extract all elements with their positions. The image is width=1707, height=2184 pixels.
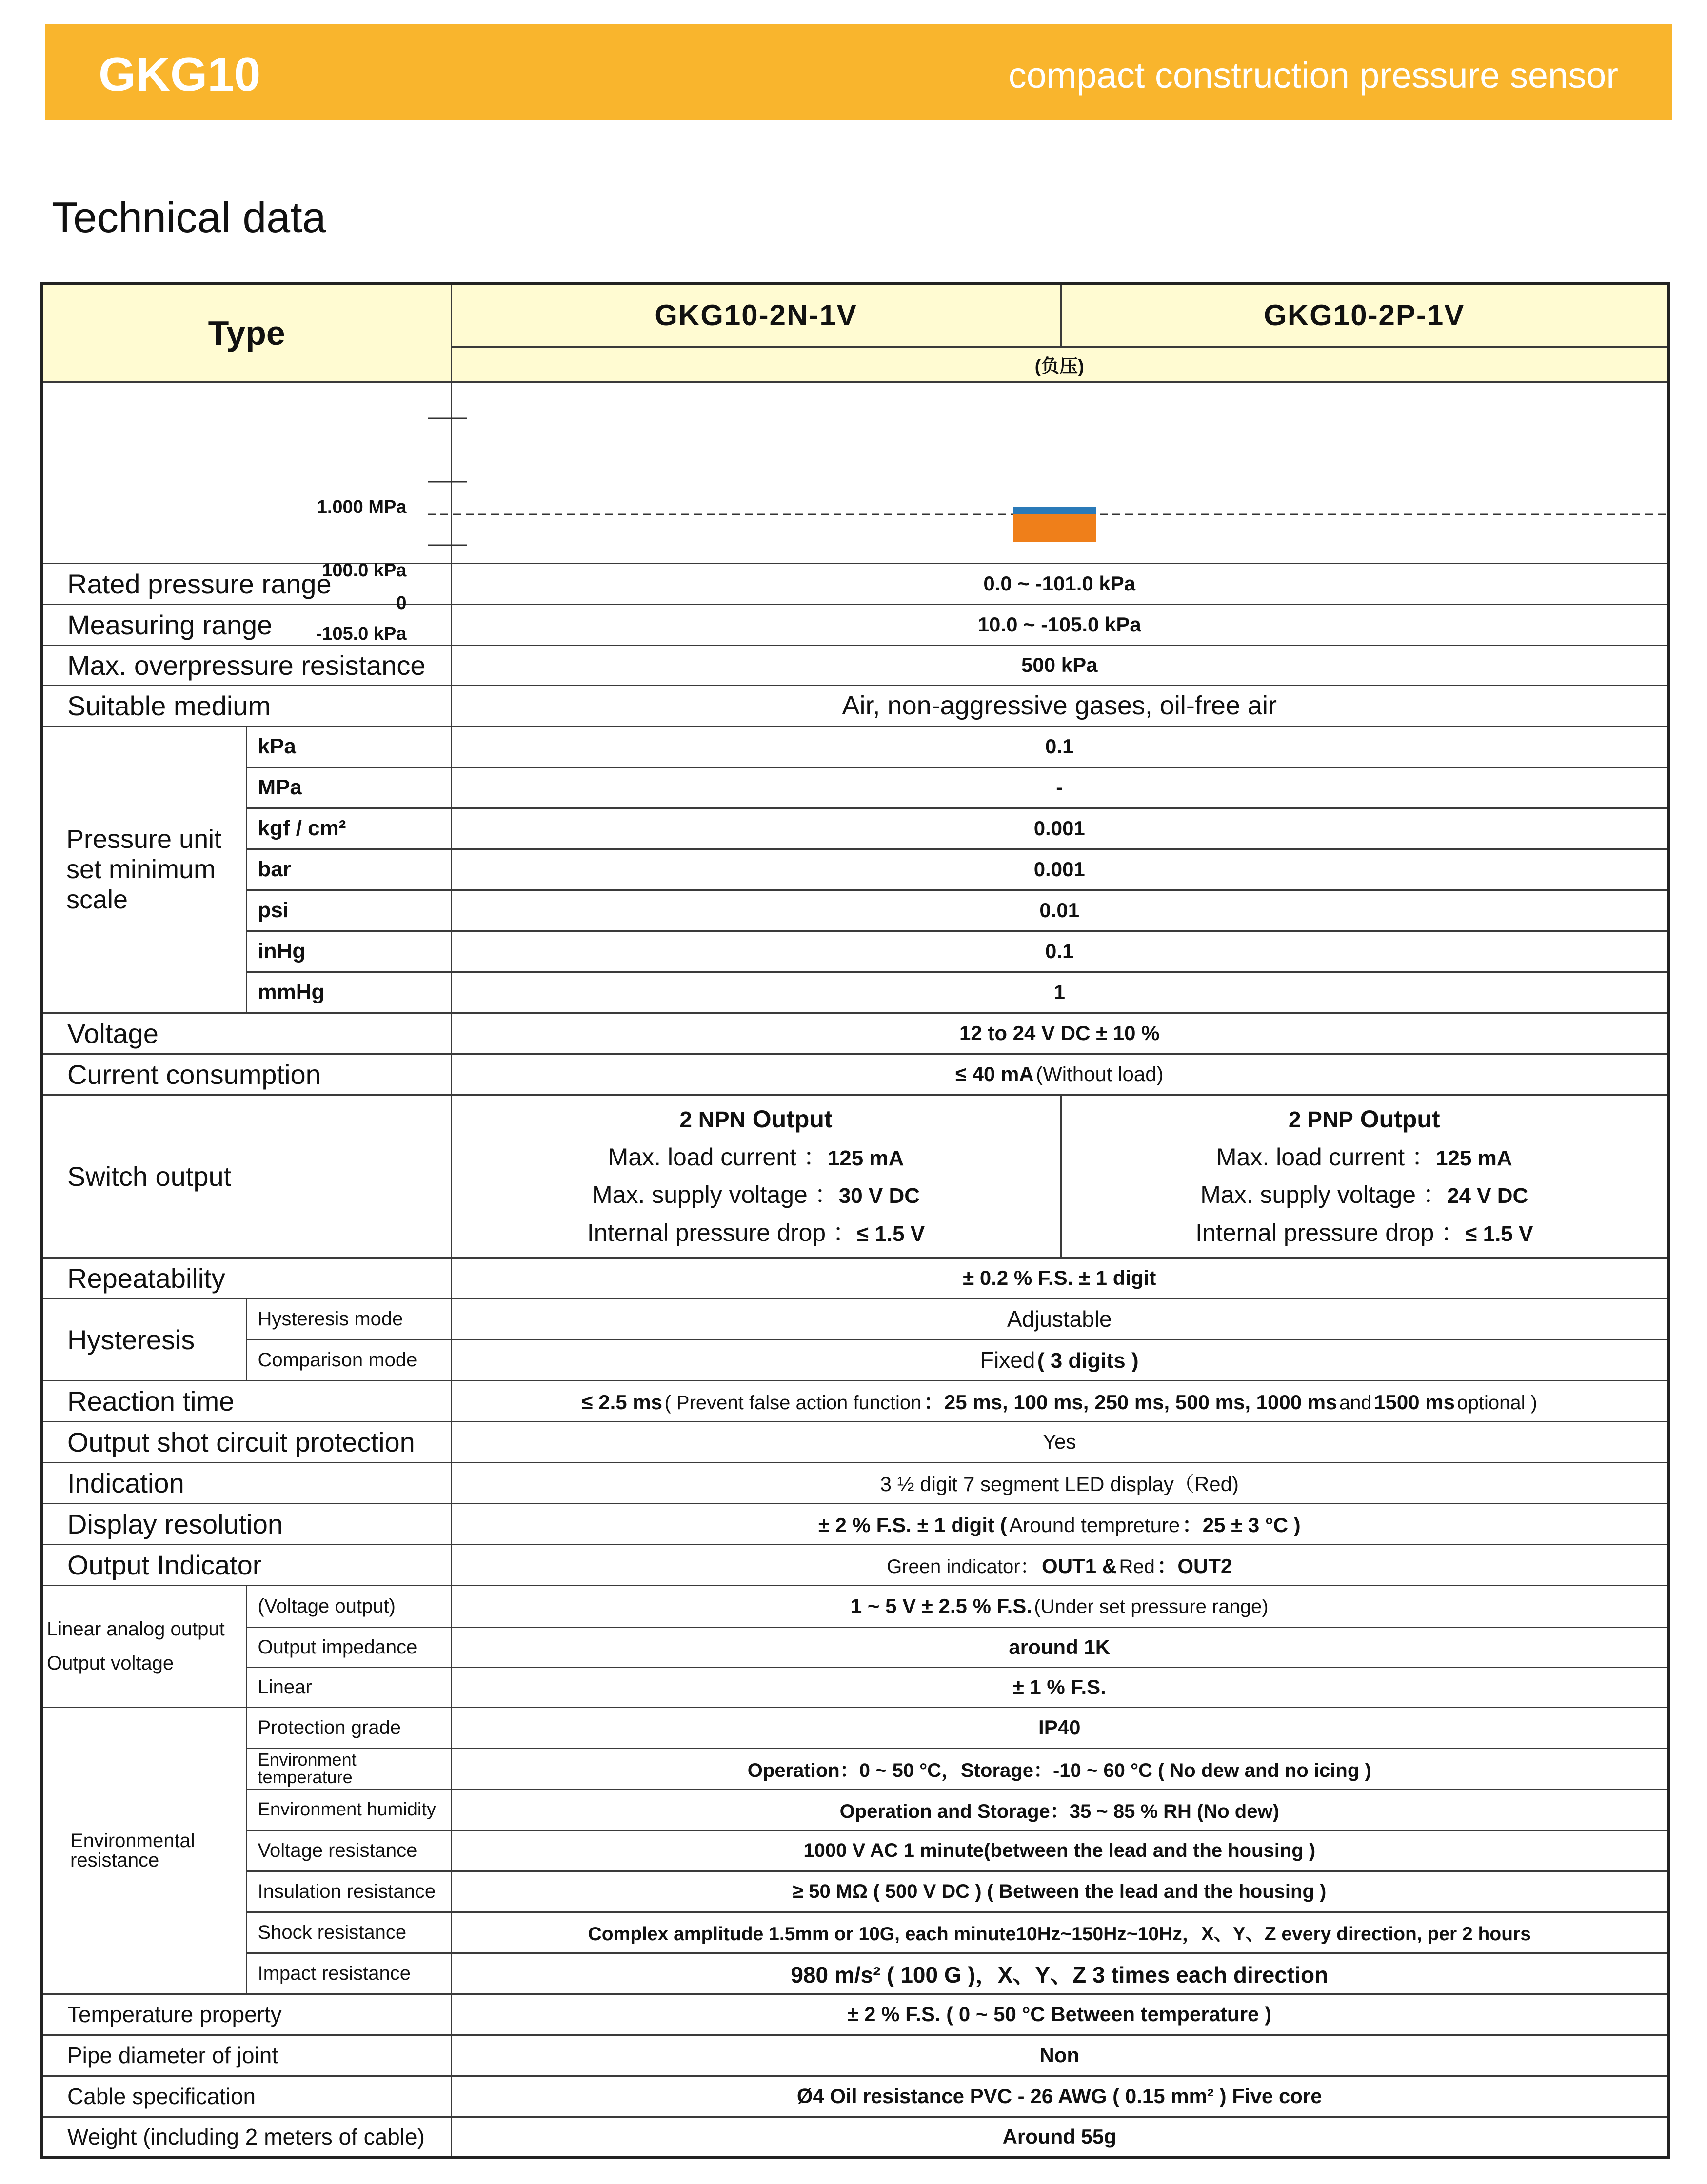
type-note-cell (451, 347, 1668, 382)
type-label-cell (41, 283, 451, 382)
unit-kpa-value: 0.1 (451, 726, 1668, 767)
unit-mmhg-value: 1 (451, 972, 1668, 1013)
env-humidity-value: Operation and Storage：35 ~ 85 % RH (No dew) (451, 1789, 1668, 1830)
env-insulation-label: Insulation resistance (246, 1871, 451, 1912)
pnp-drop-label: Internal pressure drop ： (1195, 1219, 1466, 1246)
label-max-overpressure: Max. overpressure resistance (41, 645, 451, 685)
label-temperature-property: Temperature property (41, 1994, 451, 2035)
model-name: GKG10 (99, 47, 261, 101)
comparison-mode-label: Comparison mode (246, 1339, 451, 1380)
label-cable-spec: Cable specification (41, 2076, 451, 2117)
unit-kgf: kgf / cm² (246, 808, 451, 849)
value-temperature-property: ± 2 % F.S. ( 0 ~ 50 °C Between temperature ) (451, 1994, 1668, 2035)
label-environmental-2: resistance (70, 1850, 159, 1871)
unit-inhg-value: 0.1 (451, 931, 1668, 972)
out-ind-v3: Red (1119, 1556, 1155, 1577)
label-linear-analog-2: Output voltage (47, 1653, 174, 1674)
comparison-mode-cell (451, 1339, 1668, 1380)
unit-mmhg: mmHg (246, 972, 451, 1013)
npn-prefix: 2 NPN (679, 1107, 746, 1132)
value-indication: 3 ½ digit 7 segment LED display（Red) (451, 1462, 1668, 1503)
reaction-v5: 1500 ms (1374, 1391, 1455, 1414)
npn-drop-value: ≤ 1.5 V (856, 1221, 925, 1246)
label-switch-output: Switch output (41, 1095, 451, 1258)
spec-table (40, 282, 1670, 2159)
env-temperature-value: Operation：0 ~ 50 °C，Storage：-10 ~ 60 °C ( No dew and no icing ) (451, 1748, 1668, 1789)
linear-voltage-output-cell (451, 1585, 1668, 1627)
linear-voltage-output-note: (Under set pressure range) (1034, 1596, 1269, 1617)
npn-load-value: 125 mA (827, 1146, 904, 1170)
range-bar (1013, 514, 1096, 542)
linear-linear-value: ± 1 % F.S. (451, 1667, 1668, 1707)
reaction-v6: optional ) (1457, 1392, 1537, 1414)
unit-bar: bar (246, 849, 451, 890)
value-repeatability: ± 0.2 % F.S. ± 1 digit (451, 1258, 1668, 1299)
reaction-v1: ≤ 2.5 ms (581, 1391, 663, 1414)
unit-psi-value: 0.01 (451, 890, 1668, 931)
linear-voltage-output-value: 1 ~ 5 V ± 2.5 % F.S. (850, 1594, 1032, 1617)
value-suitable-medium: Air, non-aggressive gases, oil-free air (451, 685, 1668, 726)
env-protection-label: Protection grade (246, 1707, 451, 1748)
linear-voltage-output-label: (Voltage output) (246, 1585, 451, 1627)
value-current: ≤ 40 mA (955, 1062, 1034, 1085)
unit-inhg: inHg (246, 931, 451, 972)
reaction-v3: ：25 ms, 100 ms, 250 ms, 500 ms, 1000 ms (923, 1391, 1337, 1414)
zero-band (1013, 507, 1096, 514)
npn-drop-label: Internal pressure drop ： (587, 1219, 857, 1246)
label-output-indicator: Output Indicator (41, 1544, 451, 1585)
value-display-resolution-cell (451, 1503, 1668, 1544)
unit-psi: psi (246, 890, 451, 931)
section-title: Technical data (52, 193, 326, 241)
value-pipe-diameter: Non (451, 2035, 1668, 2076)
type-label: Type (208, 314, 285, 352)
label-environmental (41, 1707, 246, 1994)
scale-label-100kpa: 100.0 kPa (322, 560, 407, 581)
scale-graphic-cell (451, 382, 1668, 563)
label-pressure-unit (41, 726, 246, 1013)
label-voltage: Voltage (41, 1013, 451, 1054)
env-impact-label: Impact resistance (246, 1953, 451, 1994)
label-rated-pressure: Rated pressure range (41, 563, 451, 604)
value-output-indicator-cell (451, 1544, 1668, 1585)
value-measuring-range: 10.0 ~ -105.0 kPa (451, 604, 1668, 645)
env-temperature-label: Environment temperature (246, 1748, 451, 1789)
unit-bar-value: 0.001 (451, 849, 1668, 890)
env-humidity-label: Environment humidity (246, 1789, 451, 1830)
model-npn: GKG10-2N-1V (655, 299, 857, 332)
linear-impedance-value: around 1K (451, 1627, 1668, 1667)
display-res-v1: ± 2 % F.S. ± 1 digit ( (818, 1514, 1007, 1536)
value-rated-pressure: 0.0 ~ -101.0 kPa (451, 563, 1668, 604)
comparison-mode-note: ( 3 digits ) (1037, 1349, 1139, 1373)
type-note: (负压) (1034, 356, 1084, 377)
hysteresis-mode-label: Hysteresis mode (246, 1299, 451, 1339)
env-voltage-label: Voltage resistance (246, 1830, 451, 1871)
switch-pnp (1062, 1101, 1667, 1252)
linear-impedance-label: Output impedance (246, 1627, 451, 1667)
env-voltage-value: 1000 V AC 1 minute(between the lead and the housing ) (451, 1830, 1668, 1871)
value-max-overpressure: 500 kPa (451, 645, 1668, 685)
comparison-mode-value: Fixed (980, 1347, 1035, 1373)
model-pnp: GKG10-2P-1V (1264, 299, 1465, 332)
out-ind-v2: OUT1 & (1042, 1554, 1117, 1577)
label-indication: Indication (41, 1462, 451, 1503)
value-reaction-time-cell (451, 1380, 1668, 1421)
switch-npn (452, 1101, 1060, 1252)
npn-load-label: Max. load current ： (608, 1143, 828, 1171)
unit-kpa: kPa (246, 726, 451, 767)
scale-label-zero: 0 (396, 593, 407, 613)
pnp-supply-label: Max. supply voltage ： (1200, 1181, 1447, 1208)
label-suitable-medium: Suitable medium (41, 685, 451, 726)
hysteresis-mode-value: Adjustable (451, 1299, 1668, 1339)
title-banner (45, 24, 1672, 120)
npn-supply-value: 30 V DC (838, 1184, 920, 1208)
value-weight: Around 55g (451, 2117, 1668, 2158)
label-repeatability: Repeatability (41, 1258, 451, 1299)
label-current: Current consumption (41, 1054, 451, 1095)
label-measuring-range: Measuring range (41, 604, 451, 645)
model-npn-cell (451, 283, 1061, 347)
npn-supply-label: Max. supply voltage ： (592, 1181, 839, 1208)
product-subtitle: compact construction pressure sensor (1008, 55, 1618, 96)
label-linear-analog (41, 1585, 246, 1707)
env-shock-value: Complex amplitude 1.5mm or 10G, each minute10Hz~150Hz~10Hz，X、Y、Z every direction, per 2 hours (451, 1912, 1668, 1953)
scale-label-neg105kpa: -105.0 kPa (316, 624, 407, 644)
label-weight: Weight (including 2 meters of cable) (41, 2117, 451, 2158)
switch-pnp-cell (1061, 1095, 1668, 1258)
value-cable-spec: Ø4 Oil resistance PVC - 26 AWG ( 0.15 mm² ) Five core (451, 2076, 1668, 2117)
unit-mpa-value: - (451, 767, 1668, 808)
out-ind-v4: ：OUT2 (1157, 1554, 1232, 1577)
env-impact-value: 980 m/s² ( 100 G )，X、Y、Z 3 times each direction (451, 1953, 1668, 1994)
label-reaction-time: Reaction time (41, 1380, 451, 1421)
pnp-load-label: Max. load current ： (1216, 1143, 1436, 1171)
pnp-drop-value: ≤ 1.5 V (1465, 1221, 1533, 1246)
npn-title: Output (752, 1105, 833, 1133)
unit-kgf-value: 0.001 (451, 808, 1668, 849)
switch-npn-cell (451, 1095, 1061, 1258)
pnp-supply-value: 24 V DC (1447, 1184, 1528, 1208)
value-short-circuit: Yes (451, 1421, 1668, 1462)
label-display-resolution: Display resolution (41, 1503, 451, 1544)
pressure-range-chart (38, 383, 1255, 564)
value-voltage: 12 to 24 V DC ± 10 % (451, 1013, 1668, 1054)
display-res-v2: Around tempreture (1009, 1514, 1180, 1536)
pnp-load-value: 125 mA (1436, 1146, 1512, 1170)
reaction-v2: ( Prevent false action function (664, 1392, 922, 1414)
label-hysteresis: Hysteresis (41, 1299, 246, 1380)
model-pnp-cell (1061, 283, 1668, 347)
label-pipe-diameter: Pipe diameter of joint (41, 2035, 451, 2076)
pnp-title: Output (1360, 1105, 1440, 1133)
label-short-circuit: Output shot circuit protection (41, 1421, 451, 1462)
linear-linear-label: Linear (246, 1667, 451, 1707)
env-protection-value: IP40 (451, 1707, 1668, 1748)
out-ind-v1: Green indicator： (887, 1556, 1040, 1577)
value-current-cell (451, 1054, 1668, 1095)
env-insulation-value: ≥ 50 MΩ ( 500 V DC ) ( Between the lead and the housing ) (451, 1871, 1668, 1912)
display-res-v3: ：25 ± 3 °C ) (1182, 1514, 1301, 1536)
env-shock-label: Shock resistance (246, 1912, 451, 1953)
reaction-v4: and (1339, 1392, 1372, 1414)
label-environmental-1: Environmental (70, 1830, 195, 1851)
pnp-prefix: 2 PNP (1288, 1107, 1353, 1132)
label-pressure-unit-text: Pressure unit set minimum scale (66, 824, 222, 915)
scale-label-1mpa: 1.000 MPa (317, 497, 407, 517)
value-current-note: (Without load) (1036, 1062, 1164, 1085)
label-linear-analog-1: Linear analog output (47, 1618, 225, 1640)
unit-mpa: MPa (246, 767, 451, 808)
